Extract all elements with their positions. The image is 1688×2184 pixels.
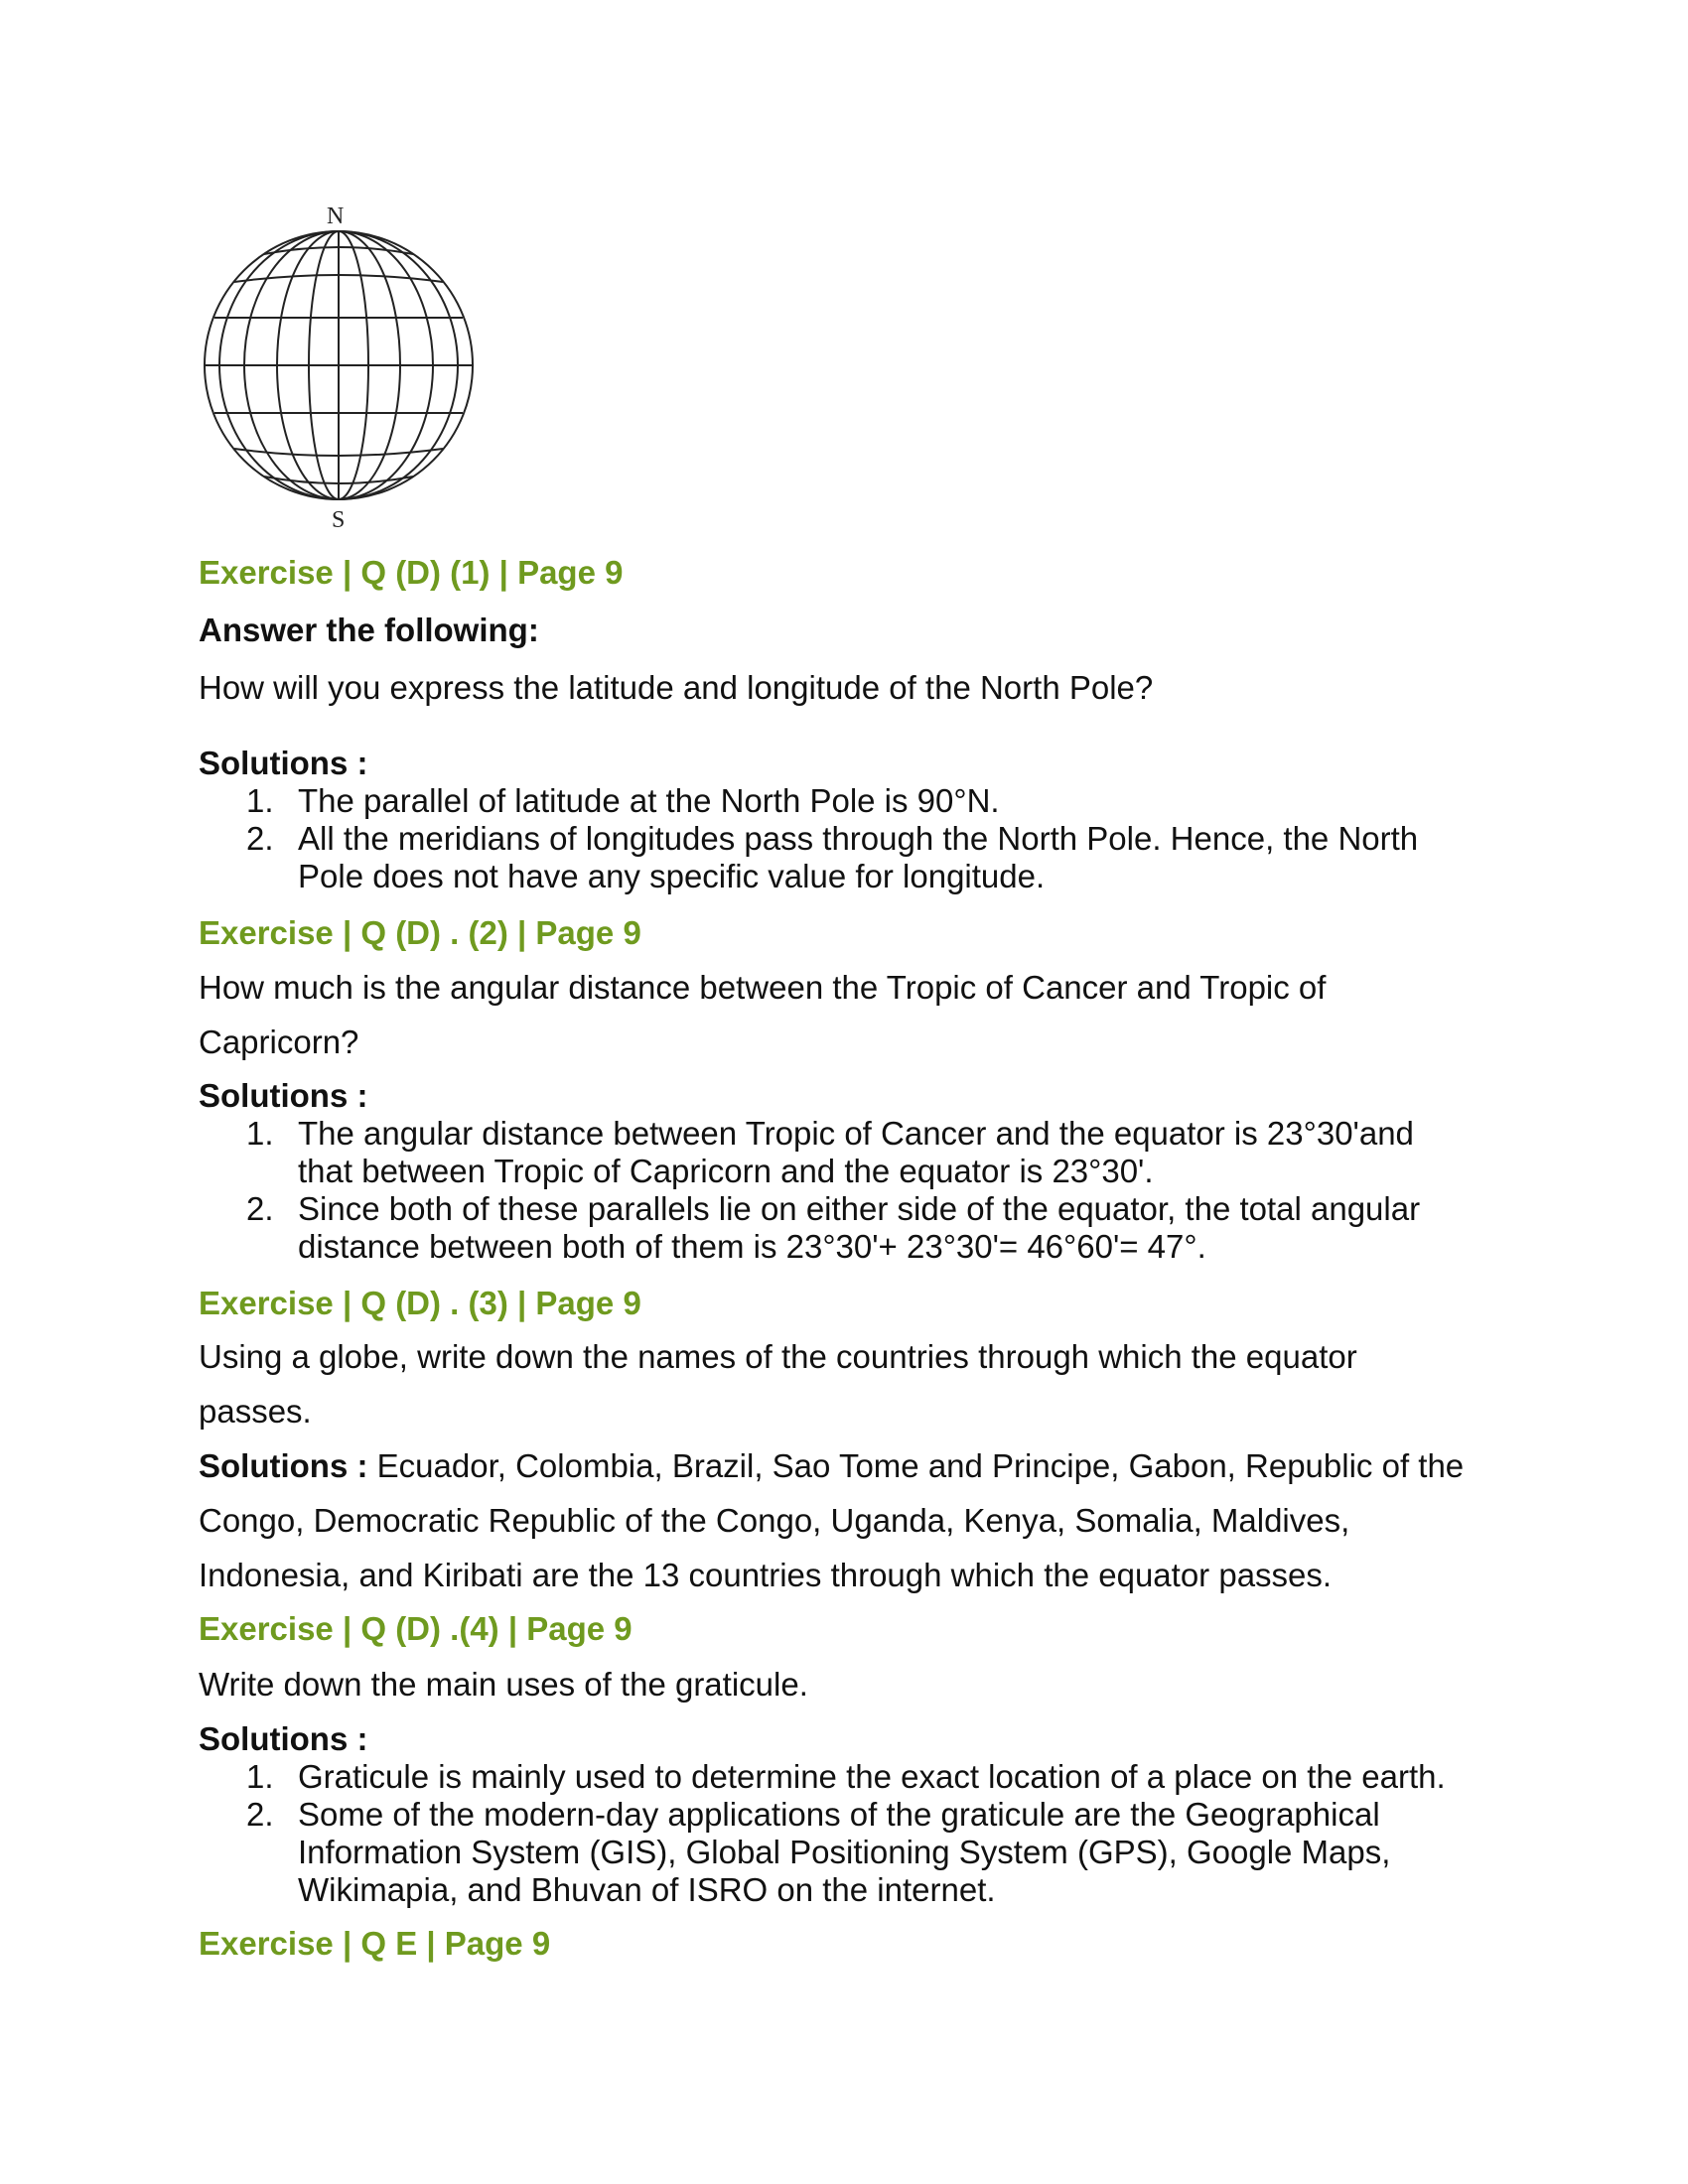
solutions-label-d3: Solutions : bbox=[199, 1447, 368, 1484]
exercise-heading-d1: Exercise | Q (D) (1) | Page 9 bbox=[199, 554, 624, 591]
globe-graticule-drawing bbox=[195, 197, 492, 534]
answer-d3-line3: Indonesia, and Kiribati are the 13 countries through which the equator passes. bbox=[199, 1557, 1333, 1593]
globe-diagram bbox=[195, 197, 492, 534]
question-d1: How will you express the latitude and longitude of the North Pole? bbox=[199, 669, 1154, 706]
list-item: 1. The angular distance between Tropic of Cancer and the equator is 23°30'and that between Tropic of Capricorn and the equator is 23°30'. bbox=[246, 1115, 1414, 1189]
south-pole-label: S bbox=[332, 507, 346, 533]
answer-d3-line2: Congo, Democratic Republic of the Congo, Uganda, Kenya, Somalia, Maldives, bbox=[199, 1502, 1350, 1539]
question-d2-line2: Capricorn? bbox=[199, 1024, 359, 1060]
solutions-list-d4 bbox=[199, 1758, 1489, 1909]
instruction-text: Answer the following: bbox=[199, 612, 539, 648]
list-item: 1. The parallel of latitude at the North Pole is 90°N. bbox=[246, 782, 1000, 819]
exercise-heading-e: Exercise | Q E | Page 9 bbox=[199, 1925, 551, 1962]
answer-d3-line1: Solutions : Ecuador, Colombia, Brazil, Sao Tome and Principe, Gabon, Republic of the bbox=[199, 1447, 1465, 1484]
solutions-label-d2: Solutions : bbox=[199, 1077, 368, 1114]
list-item: 2. Since both of these parallels lie on either side of the equator, the total angular distance between both of them is 23°30'+ 23°30'= 46°60'= 47°. bbox=[246, 1190, 1421, 1265]
exercise-heading-d2: Exercise | Q (D) . (2) | Page 9 bbox=[199, 914, 641, 951]
exercise-heading-d4: Exercise | Q (D) .(4) | Page 9 bbox=[199, 1610, 633, 1647]
list-item: 2. Some of the modern-day applications of the graticule are the Geographical Information System (GIS), Global Positioning System (GPS), Google Maps, Wikimapia, and Bhuvan of ISRO on the internet. bbox=[246, 1796, 1391, 1908]
exercise-heading-d3: Exercise | Q (D) . (3) | Page 9 bbox=[199, 1285, 641, 1321]
list-item: 2. All the meridians of longitudes pass through the North Pole. Hence, the North Pole does not have any specific value for longitude. bbox=[246, 820, 1419, 894]
question-d3-line1: Using a globe, write down the names of the countries through which the equator bbox=[199, 1338, 1357, 1375]
solutions-label-d4: Solutions : bbox=[199, 1720, 368, 1757]
solutions-list-d1 bbox=[199, 782, 1489, 895]
solutions-list-d2 bbox=[199, 1115, 1489, 1266]
list-item: 1. Graticule is mainly used to determine the exact location of a place on the earth. bbox=[246, 1758, 1446, 1795]
north-pole-label: N bbox=[327, 204, 345, 229]
question-d2-line1: How much is the angular distance between the Tropic of Cancer and Tropic of bbox=[199, 969, 1327, 1006]
question-d4: Write down the main uses of the graticule. bbox=[199, 1666, 808, 1703]
solutions-label-d1: Solutions : bbox=[199, 745, 368, 781]
question-d3-line2: passes. bbox=[199, 1393, 312, 1430]
